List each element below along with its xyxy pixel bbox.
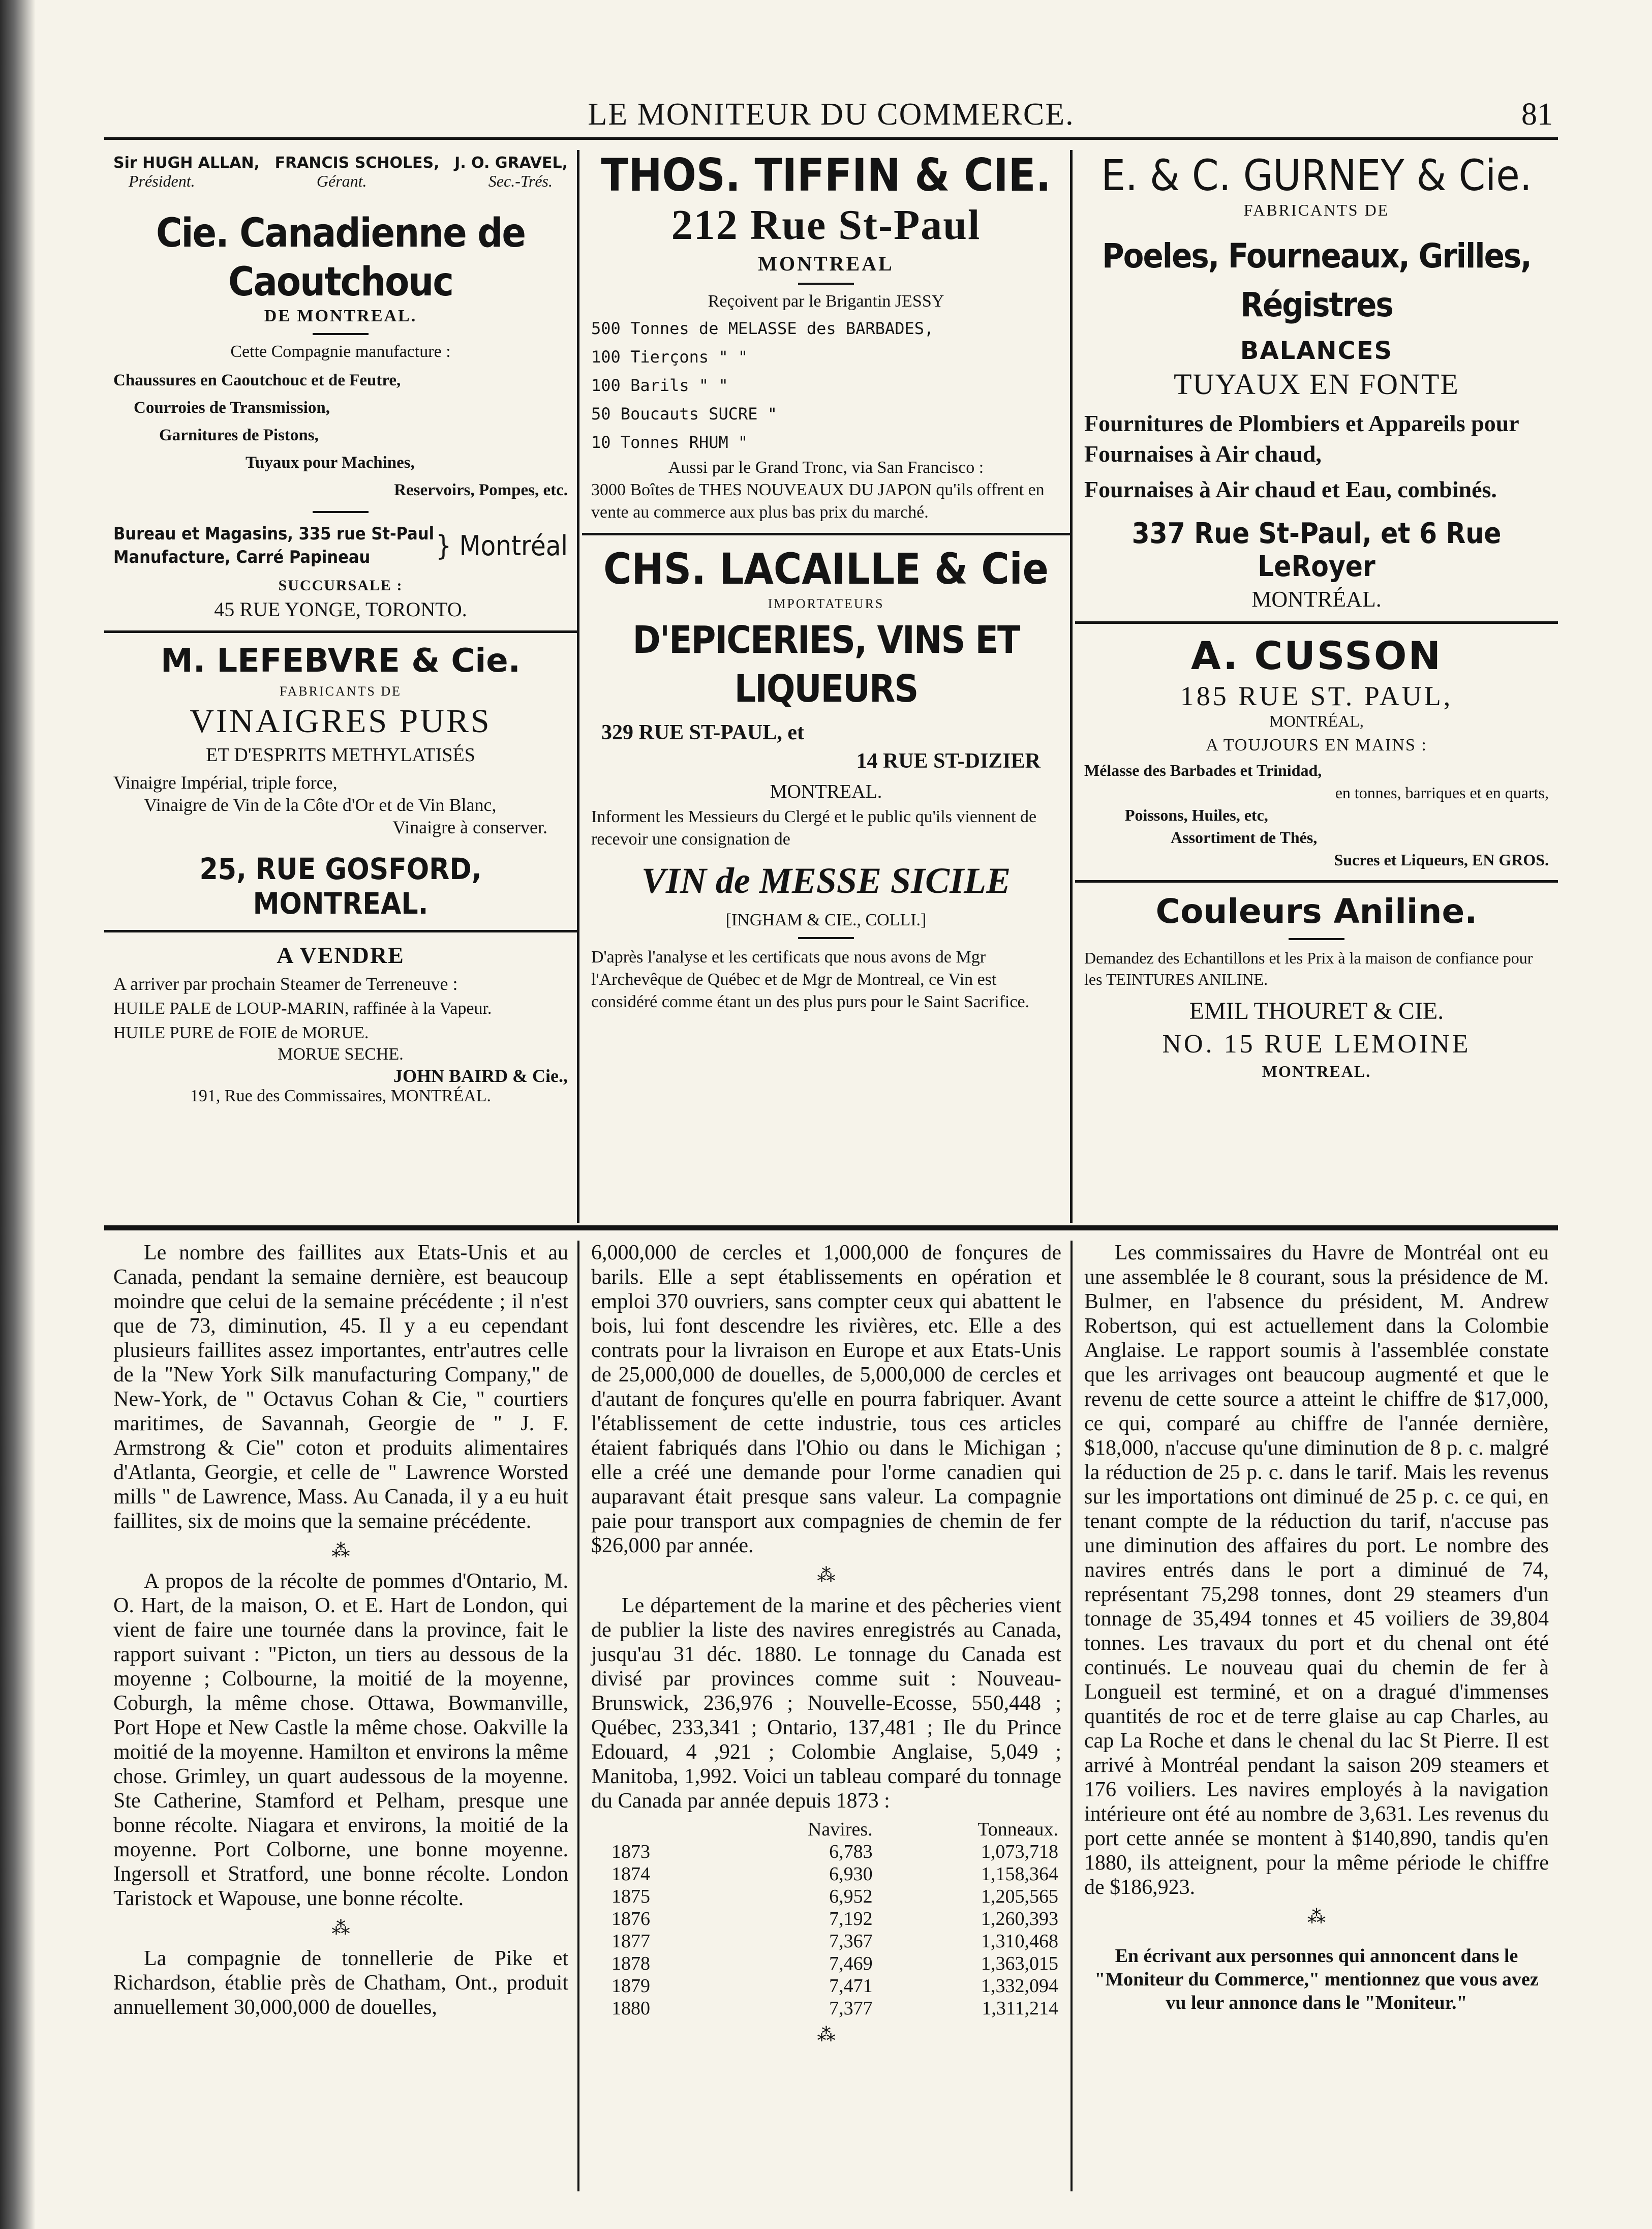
- officer-role: Sec.-Trés.: [488, 172, 553, 190]
- table-year: 1877: [611, 1931, 650, 1952]
- cargo-item: 100 Barils " ": [591, 376, 728, 395]
- lacaille-address: 14 RUE ST-DIZIER: [856, 749, 1041, 773]
- lefebvre-name: M. LEFEBVRE & Cie.: [161, 642, 521, 680]
- divider: [582, 533, 1070, 535]
- gurney-city: MONTRÉAL.: [1251, 587, 1382, 612]
- gurney-line: Fournitures de Plombiers et Appareils pour Fournaises à Air chaud,: [1084, 410, 1519, 467]
- table-year: 1876: [611, 1908, 650, 1930]
- table-row: [591, 1908, 1061, 1930]
- section-stars: ⁂: [331, 1918, 350, 1938]
- product-item: Garnitures de Pistons,: [159, 426, 319, 444]
- product-item: Tuyaux pour Machines,: [246, 454, 415, 472]
- table-tons: 1,158,364: [981, 1863, 1058, 1885]
- table-row: [591, 1975, 1061, 1997]
- products-intro: Cette Compagnie manufacture :: [230, 342, 451, 361]
- table-tons: 1,073,718: [981, 1841, 1058, 1862]
- advertiser-notice: En écrivant aux personnes qui annoncent dans le "Moniteur du Commerce," mentionnez que vous avez vu leur annonce dans le "Moniteur.": [1094, 1945, 1539, 2013]
- officer-role: Président.: [129, 172, 195, 190]
- table-ships: 6,952: [829, 1886, 873, 1907]
- page-number: 81: [1521, 97, 1553, 132]
- divider: [313, 511, 369, 513]
- article-marine: Le département de la marine et des pêcheries vient de publier la liste des navires enregistrés au Canada, jusqu'au 31 déc. 1880. Le tonnage du Canada est divisé par provinces comme suit : Nouveau-Brunswick, 236,976 ; Nouvelle-Ecosse, 550,448 ; Québec, 233,341 ; Ontario, 137,481 ; Ile du Prince Edouard, 4 ,921 ; Colombie Anglaise, 5,049 ; Manitoba, 1,992. Voici un tableau comparé du tonnage du Canada par année depuis 1873 :: [591, 1594, 1061, 1813]
- gurney-headline: Poeles, Fourneaux, Grilles, Régistres: [1102, 236, 1531, 324]
- lacaille-supplier: [INGHAM & CIE., COLLI.]: [725, 911, 927, 929]
- table-row: [591, 1930, 1061, 1952]
- divider: [104, 930, 577, 932]
- cusson-stock: Mélasse des Barbades et Trinidad,: [1084, 761, 1322, 779]
- article-tonnellerie-cont: 6,000,000 de cercles et 1,000,000 de fonçures de barils. Elle a sept établissements en opération et emploi 370 ouvriers, sans compter ceux qui abattent le bois, lui font descendre les rivières, etc. Elle a des contrats pour la livraison en Europe et aux Etats-Unis de 25,000,000 de douelles, de 5,000,000 de cercles et d'autant de fonçures qu'elle en pourra fabriquer. Avant l'établissement de cette industrie, tous ces articles étaient fabriqués dans l'Ohio ou dans le Michigan ; elle a créé une demande pour l'orme canadien qui auparavant était presque sans valeur. La compagnie paie pour transport aux compagnies de chemin de fer $26,000 par année.: [591, 1241, 1061, 1557]
- table-tons: 1,310,468: [981, 1931, 1058, 1952]
- table-tons: 1,332,094: [981, 1975, 1058, 1997]
- table-header: Tonneaux.: [977, 1819, 1058, 1840]
- table-ships: 7,192: [829, 1908, 873, 1930]
- divider: [1075, 880, 1558, 883]
- gurney-line: Fournaises à Air chaud et Eau, combinés.: [1084, 476, 1497, 502]
- divider: [1075, 621, 1558, 624]
- table-ships: 7,367: [829, 1931, 873, 1952]
- text-column-3: [1075, 1241, 1558, 2191]
- lefebvre-headline: VINAIGRES PURS: [190, 703, 492, 740]
- lacaille-subtitle: IMPORTATEURS: [768, 596, 884, 611]
- article-faillites: Le nombre des faillites aux Etats-Unis et au Canada, pendant la semaine dernière, est beaucoup moindre que celui de la semaine précédente ; il n'est que de 73, diminution, 45. Il y a eu cependant plusieurs faillites assez importantes, entr'autres celle de la "New York Silk manufacturing Company," de New-York, de " Octavus Cohan & Cie, " courtiers maritimes, de Savannah, Georgie de " J. F. Armstrong & Cie" coton et produits alimentaires d'Atlanta, Georgie, et celle de " Lawrence Worsted mills " de Lawrence, Mass. Au Canada, il y a eu huit faillites, six de moins que la semaine précédente.: [113, 1241, 568, 1533]
- officer-name: Sir HUGH ALLAN,: [113, 154, 260, 172]
- gurney-subtitle: FABRICANTS DE: [1243, 201, 1390, 219]
- table-header: Navires.: [807, 1819, 873, 1840]
- divider: [798, 937, 854, 939]
- aniline-title: Couleurs Aniline.: [1155, 892, 1478, 931]
- aniline-city: MONTREAL.: [1262, 1062, 1371, 1080]
- lacaille-city: MONTREAL.: [770, 781, 882, 802]
- table-year: 1874: [611, 1863, 650, 1885]
- cargo-item: 100 Tierçons " ": [591, 347, 748, 367]
- table-year: 1880: [611, 1998, 650, 2019]
- page-header: [104, 92, 1558, 140]
- address-block: [113, 522, 568, 569]
- cusson-stock: en tonnes, barriques et en quarts,: [1335, 784, 1549, 802]
- lefebvre-line: ET D'ESPRITS METHYLATISÉS: [206, 744, 475, 766]
- vendre-title: A VENDRE: [277, 942, 405, 968]
- cargo-item: 50 Boucauts SUCRE ": [591, 404, 778, 424]
- table-tons: 1,363,015: [981, 1953, 1058, 1974]
- aniline-name: EMIL THOURET & CIE.: [1189, 998, 1444, 1025]
- tiffin-address: 212 Rue St-Paul: [671, 201, 981, 249]
- table-ships: 6,783: [829, 1841, 873, 1862]
- lacaille-address: 329 RUE ST-PAUL, et: [601, 721, 805, 744]
- gurney-address: 337 Rue St-Paul, et 6 Rue LeRoyer: [1131, 517, 1502, 583]
- products-list: [113, 367, 568, 504]
- cusson-stock: Sucres et Liqueurs, EN GROS.: [1334, 851, 1549, 869]
- company-city: DE MONTREAL.: [264, 307, 417, 325]
- table-ships: 7,469: [829, 1953, 873, 1974]
- cusson-intro: A TOUJOURS EN MAINS :: [1206, 736, 1427, 755]
- divider: [798, 283, 854, 285]
- table-row: [591, 1863, 1061, 1885]
- article-tonnellerie: La compagnie de tonnellerie de Pike et Richardson, établie près de Chatham, Ont., produit annuellement 30,000,000 de douelles,: [113, 1947, 568, 2019]
- vendre-item: HUILE PALE de LOUP-MARIN, raffinée à la Vapeur.: [113, 999, 492, 1018]
- address-line: Manufacture, Carré Papineau: [113, 547, 371, 567]
- ad-column-2: [582, 150, 1073, 1223]
- aniline-address: NO. 15 RUE LEMOINE: [1162, 1030, 1471, 1059]
- text-column-1: [104, 1241, 579, 2191]
- table-tons: 1,311,214: [982, 1998, 1058, 2019]
- product-item: Reservoirs, Pompes, etc.: [394, 481, 568, 499]
- table-header-row: [591, 1818, 1061, 1841]
- product-item: Chaussures en Caoutchouc et de Feutre,: [113, 371, 401, 389]
- lefebvre-items: [113, 771, 568, 838]
- company-name: Cie. Canadienne de Caoutchouc: [156, 210, 526, 305]
- section-stars: ⁂: [1307, 1907, 1326, 1927]
- product-item: Courroies de Transmission,: [134, 399, 330, 417]
- lefebvre-subtitle: FABRICANTS DE: [279, 684, 402, 699]
- officer-name: FRANCIS SCHOLES,: [274, 154, 440, 172]
- gurney-name: E. & C. GURNEY & Cie.: [1101, 150, 1532, 200]
- table-row: [591, 1885, 1061, 1908]
- vendre-item: HUILE PURE de FOIE de MORUE.: [113, 1023, 369, 1042]
- officers-names: [113, 154, 568, 172]
- newspaper-title: LE MONITEUR DU COMMERCE.: [588, 97, 1075, 132]
- cusson-address: 185 RUE ST. PAUL,: [1180, 681, 1453, 711]
- table-year: 1875: [611, 1886, 650, 1907]
- tiffin-name: THOS. TIFFIN & CIE.: [601, 150, 1051, 201]
- article-havre: Les commissaires du Havre de Montréal ont eu une assemblée le 8 courant, sous la présidence de M. Bulmer, en l'absence du président, M. Andrew Robertson, qui est actuellement dans la Colombie Anglaise. Le rapport soumis à l'assemblée constate que les arrivages ont beaucoup augmenté et que le revenu de cette source a atteint le chiffre de $17,000, ce qui, comparé au chiffre de l'année dernière, $18,000, n'accuse qu'une diminution de 8 p. c. malgré la réduction de 25 p. c. dans le tarif. Mais les revenus sur les importations ont diminué de 25 p. c. ce qui, en tenant compte de la réduction du tarif, n'accuse pas une diminution des affaires du port. Le nombre des navires entrés dans le port a diminué de 74, représentant 75,298 tonnes, dont 29 steamers d'un tonnage de 35,494 tonnes et 45 voiliers de 39,804 tonnes. Les travaux du port et du chenal ont été continués. Le nouveau quai du chemin de fer à Longueil est terminé, et on a dragué d'immenses quantités de roc et de terre glaise au cap Charles, au cap La Roche et dans le chenal du lac St Pierre. Il est arrivé à Montréal pendant la saison 209 steamers et 176 voiliers. Les navires employés à la navigation intérieure ont été au nombre de 3,631. Les revenus du port cette année se montent à $140,890, tandis qu'en 1880, ils atteignent, pour la même période le chiffre de $186,923.: [1084, 1241, 1549, 1899]
- cusson-stock: Assortiment de Thés,: [1171, 828, 1318, 847]
- scan-edge: [0, 0, 36, 2229]
- table-ships: 7,471: [829, 1975, 873, 1997]
- tiffin-cargo: [591, 314, 1061, 457]
- aniline-text: Demandez des Echantillons et les Prix à la maison de confiance pour les TEINTURES ANILINE.: [1084, 949, 1533, 988]
- address-city: } Montréal: [436, 529, 568, 562]
- table-tons: 1,205,565: [981, 1886, 1058, 1907]
- divider: [313, 333, 369, 335]
- divider: [1289, 938, 1344, 940]
- tiffin-teas: 3000 Boîtes de THES NOUVEAUX DU JAPON qu'ils offrent en vente au commerce aux plus bas prix du marché.: [591, 480, 1045, 522]
- officer-role: Gérant.: [316, 172, 367, 190]
- vendre-seller-address: 191, Rue des Commissaires, MONTRÉAL.: [190, 1087, 492, 1105]
- table-year: 1878: [611, 1953, 650, 1974]
- vinegar-item: Vinaigre à conserver.: [392, 817, 547, 837]
- vendre-seller: JOHN BAIRD & Cie.,: [393, 1066, 568, 1086]
- table-row: [591, 1952, 1061, 1975]
- lacaille-endorsement: D'après l'analyse et les certificats que nous avons de Mgr l'Archevêque de Québec et de Mgr de Montreal, ce Vin est considéré comme étant un des plus purs pour le Saint Sacrifice.: [591, 948, 1030, 1011]
- lacaille-notice: Informent les Messieurs du Clergé et le public qu'ils viennent de recevoir une consignation de: [591, 807, 1037, 849]
- table-ships: 6,930: [829, 1863, 873, 1885]
- table-row: [591, 1841, 1061, 1863]
- section-divider: [104, 1225, 1558, 1230]
- tonnage-table: [591, 1818, 1061, 2020]
- tiffin-city: MONTREAL: [758, 252, 894, 275]
- gurney-line: TUYAUX EN FONTE: [1174, 368, 1459, 401]
- vendre-item: MORUE SECHE.: [278, 1045, 404, 1064]
- lacaille-headline: D'EPICERIES, VINS ET LIQUEURS: [632, 618, 1020, 711]
- gurney-line: BALANCES: [1240, 337, 1393, 365]
- branch-label: SUCCURSALE :: [278, 577, 403, 594]
- officer-name: J. O. GRAVEL,: [454, 154, 568, 172]
- table-ships: 7,377: [829, 1998, 873, 2019]
- branch-address: 45 RUE YONGE, TORONTO.: [214, 598, 467, 621]
- tiffin-intro: Reçoivent par le Brigantin JESSY: [708, 292, 944, 311]
- address-line: Bureau et Magasins, 335 rue St-Paul: [113, 524, 435, 544]
- lefebvre-address: 25, RUE GOSFORD, MONTREAL.: [199, 852, 482, 921]
- article-pommes: A propos de la récolte de pommes d'Ontario, M. O. Hart, de la maison, O. et E. Hart de London, qui vient de faire une tournée dans la province, fait le rapport suivant : "Picton, un tiers au dessous de la moyenne ; Colbourne, la moitié de la moyenne, Coburgh, la même chose. Ottawa, Bowmanville, Port Hope et New Castle la même chose. Oakville la moitié de la moyenne. Hamilton et environs la même chose. Grimley, un quart audessous de la moyenne. Ste Catherine, Stamford et Pelham, presque une bonne récolte. Niagara et environs, la moitié de la moyenne. Port Colborne, une bonne moyenne. Ingersoll et Stratford, une bonne récolte. London Taristock et Wapouse, une bonne récolte.: [113, 1570, 568, 1910]
- lacaille-name: CHS. LACAILLE & Cie: [603, 544, 1049, 594]
- ad-column-3: [1075, 150, 1558, 1223]
- vinegar-item: Vinaigre de Vin de la Côte d'Or et de Vin Blanc,: [144, 795, 497, 815]
- table-year: 1879: [611, 1975, 650, 1997]
- vendre-arrival: A arriver par prochain Steamer de Terreneuve :: [113, 974, 458, 994]
- section-stars: ⁂: [817, 2025, 836, 2045]
- cusson-city: MONTRÉAL,: [1269, 712, 1364, 730]
- table-tons: 1,260,393: [981, 1908, 1058, 1930]
- cargo-item: 10 Tonnes RHUM ": [591, 433, 748, 452]
- text-column-2: [582, 1241, 1073, 2191]
- section-stars: ⁂: [331, 1541, 350, 1561]
- cargo-item: 500 Tonnes de MELASSE des BARBADES,: [591, 319, 934, 338]
- table-year: 1873: [611, 1841, 650, 1862]
- officers-roles: [113, 172, 568, 191]
- tiffin-trunk: Aussi par le Grand Tronc, via San Francisco :: [668, 458, 984, 477]
- cusson-name: A. CUSSON: [1190, 633, 1443, 678]
- cusson-stock: Poissons, Huiles, etc,: [1125, 806, 1268, 824]
- divider: [104, 630, 577, 633]
- ad-column-1: [104, 150, 579, 1223]
- table-row: [591, 1997, 1061, 2020]
- section-stars: ⁂: [817, 1565, 836, 1585]
- vinegar-item: Vinaigre Impérial, triple force,: [113, 772, 338, 793]
- lacaille-product: VIN de MESSE SICILE: [641, 860, 1011, 901]
